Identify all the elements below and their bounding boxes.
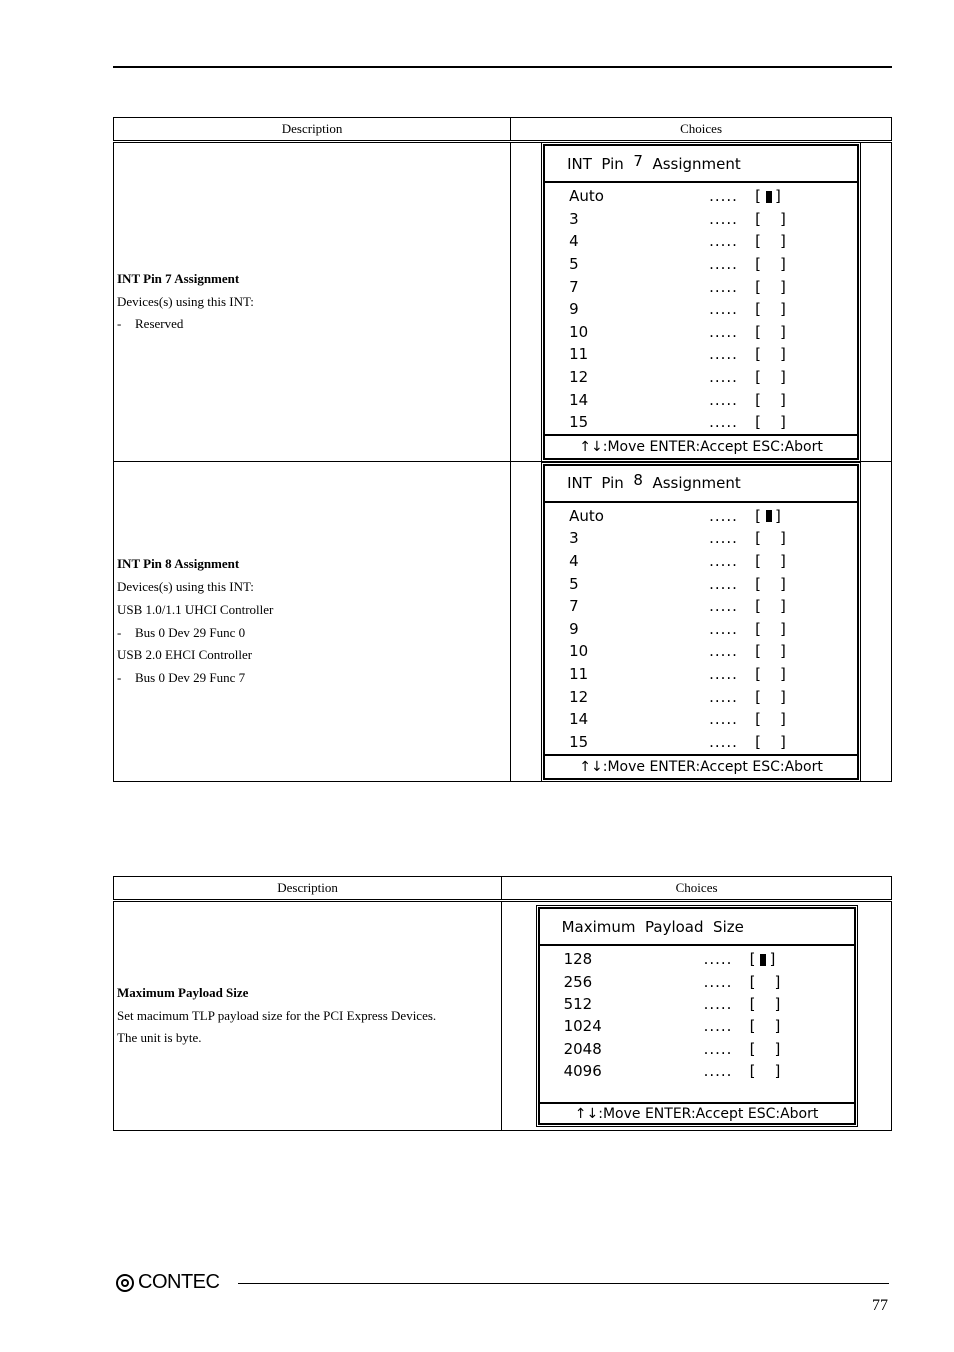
option-row[interactable] [545, 708, 857, 731]
option-value: 1024 [563, 1017, 602, 1036]
option-value: 11 [569, 664, 589, 683]
option-leader-dots: ..... [703, 1039, 733, 1058]
option-value: 10 [569, 322, 589, 341]
option-leader-dots: ..... [709, 390, 738, 409]
description-cell [114, 142, 511, 462]
description-line: USB 1.0/1.1 UHCI Controller [117, 601, 274, 617]
option-checkbox[interactable]: [ ] [749, 972, 781, 991]
option-leader-dots: ..... [703, 972, 733, 991]
option-leader-dots: ..... [709, 209, 738, 228]
option-row[interactable] [540, 1015, 854, 1037]
option-checkbox[interactable]: [ ] [755, 232, 786, 251]
selected-marker-icon [760, 954, 766, 966]
option-value: 15 [569, 732, 589, 751]
option-row[interactable] [545, 366, 857, 389]
option-row[interactable] [545, 185, 857, 208]
brand-name: CONTEC [138, 1271, 220, 1293]
dialog-title-text: Assignment [642, 154, 741, 173]
description-line: Devices(s) using this INT: [117, 578, 254, 594]
option-leader-dots: ..... [709, 506, 738, 525]
choices-cell [511, 142, 892, 462]
option-leader-dots: ..... [709, 368, 738, 387]
option-value: Auto [569, 506, 604, 525]
option-checkbox[interactable]: [ ] [755, 664, 786, 683]
option-row[interactable] [545, 253, 857, 276]
dialog-title-pin: 8 [633, 471, 643, 489]
option-value: Auto [569, 187, 604, 206]
setting-title: INT Pin 8 Assignment [117, 556, 240, 572]
option-leader-dots: ..... [709, 300, 738, 319]
option-row[interactable] [545, 208, 857, 231]
option-leader-dots: ..... [703, 1062, 733, 1081]
option-checkbox[interactable]: [ ] [755, 368, 786, 387]
table-row [114, 462, 892, 782]
dialog-title-text: Assignment [642, 474, 741, 492]
option-checkbox[interactable]: [ ] [755, 209, 786, 228]
option-row[interactable] [545, 388, 857, 411]
option-leader-dots: ..... [703, 1017, 733, 1036]
option-checkbox[interactable]: [ ] [755, 322, 786, 341]
contec-logo [116, 1271, 219, 1294]
option-value: 12 [569, 687, 589, 706]
option-row[interactable] [545, 640, 857, 663]
option-leader-dots: ..... [709, 413, 738, 432]
option-row[interactable] [545, 505, 857, 528]
table-header-row [114, 118, 892, 142]
option-value: 7 [569, 277, 579, 296]
option-checkbox[interactable]: [ ] [755, 300, 786, 319]
option-row[interactable] [545, 663, 857, 686]
option-value: 256 [563, 972, 593, 991]
option-value: 14 [569, 390, 589, 409]
option-leader-dots: ..... [709, 345, 738, 364]
option-value: 4 [569, 232, 579, 251]
description-cell [114, 901, 502, 1131]
option-row[interactable] [545, 275, 857, 298]
table-row [114, 142, 892, 462]
header-choices: Choices [502, 877, 892, 901]
option-leader-dots: ..... [709, 277, 738, 296]
option-checkbox[interactable]: [ ] [755, 277, 786, 296]
option-checkbox[interactable]: [ ] [755, 642, 786, 661]
option-checkbox[interactable]: [ ] [755, 574, 786, 593]
setting-title: Maximum Payload Size [117, 984, 249, 1000]
option-row[interactable] [545, 730, 857, 753]
option-leader-dots: ..... [709, 574, 738, 593]
option-checkbox[interactable]: [ ] [755, 413, 786, 432]
option-checkbox[interactable]: [ ] [755, 255, 786, 274]
option-checkbox[interactable]: [ ] [755, 551, 786, 570]
option-row[interactable] [545, 617, 857, 640]
option-row[interactable] [545, 595, 857, 618]
header-choices: Choices [511, 118, 892, 142]
option-value: 9 [569, 619, 579, 638]
description-line: Set macimum TLP payload size for the PCI Express Devices. [117, 1007, 437, 1023]
bios-option-dialog [538, 907, 856, 1125]
footer-rule [238, 1283, 889, 1284]
option-value: 10 [569, 642, 589, 661]
option-checkbox[interactable]: [ ] [755, 187, 781, 206]
option-leader-dots: ..... [709, 232, 738, 251]
dialog-title-text: Maximum Payload Size [561, 917, 744, 936]
option-value: 9 [569, 300, 579, 319]
option-checkbox[interactable]: [ ] [749, 950, 776, 969]
option-leader-dots: ..... [709, 551, 738, 570]
contec-logo-icon [116, 1274, 134, 1292]
option-value: 4096 [563, 1062, 602, 1081]
setting-title: INT Pin 7 Assignment [117, 270, 240, 286]
option-leader-dots: ..... [709, 597, 738, 616]
option-row[interactable] [545, 527, 857, 550]
choices-cell [502, 901, 892, 1131]
option-row[interactable] [545, 685, 857, 708]
option-checkbox[interactable]: [ ] [749, 1039, 781, 1058]
header-description: Description [114, 877, 502, 901]
table-row [114, 901, 892, 1131]
dialog-title-text: INT Pin [567, 474, 634, 492]
option-leader-dots: ..... [709, 664, 738, 683]
option-leader-dots: ..... [703, 950, 733, 969]
table-header-row [114, 877, 892, 901]
dialog-title [545, 146, 857, 183]
option-row[interactable] [540, 993, 854, 1015]
option-row[interactable] [540, 970, 854, 992]
dialog-footer-hint: ↑↓:Move ENTER:Accept ESC:Abort [540, 1102, 854, 1123]
page-number: 77 [872, 1297, 888, 1314]
bios-option-dialog [543, 464, 859, 780]
header-description: Description [114, 118, 511, 142]
description-cell [114, 462, 511, 782]
bios-option-dialog [543, 144, 859, 460]
description-line: The unit is byte. [117, 1030, 202, 1046]
option-checkbox[interactable]: [ ] [749, 994, 781, 1013]
option-list [540, 946, 854, 1102]
option-checkbox[interactable]: [ ] [749, 1062, 781, 1081]
option-value: 128 [563, 950, 593, 969]
dialog-title [540, 909, 854, 946]
dialog-footer-hint: ↑↓:Move ENTER:Accept ESC:Abort [545, 754, 857, 778]
option-value: 3 [569, 529, 579, 548]
description-line: USB 2.0 EHCI Controller [117, 647, 253, 663]
payload-size-table [113, 876, 892, 1131]
option-checkbox[interactable]: [ ] [755, 687, 786, 706]
dialog-title-pin: 7 [633, 151, 643, 170]
selected-marker-icon [766, 510, 772, 522]
option-checkbox[interactable]: [ ] [755, 390, 786, 409]
option-value: 4 [569, 551, 579, 570]
option-checkbox[interactable]: [ ] [755, 732, 786, 751]
dialog-title-text: INT Pin [567, 154, 634, 173]
option-checkbox[interactable]: [ ] [755, 597, 786, 616]
description-bullet: - Bus 0 Dev 29 Func 0 [117, 622, 510, 645]
option-leader-dots: ..... [709, 255, 738, 274]
option-row[interactable] [545, 230, 857, 253]
selected-marker-icon [766, 191, 772, 203]
dialog-title [545, 466, 857, 503]
option-leader-dots: ..... [709, 732, 738, 751]
description-line: Devices(s) using this INT: [117, 293, 254, 309]
option-row[interactable] [540, 1060, 854, 1082]
choices-cell [511, 462, 892, 782]
option-leader-dots: ..... [709, 187, 738, 206]
option-value: 5 [569, 574, 579, 593]
option-leader-dots: ..... [709, 619, 738, 638]
description-bullet: - Bus 0 Dev 29 Func 7 [117, 667, 510, 690]
description-bullet: - Reserved [117, 313, 510, 336]
option-checkbox[interactable]: [ ] [755, 619, 786, 638]
option-value: 15 [569, 413, 589, 432]
option-leader-dots: ..... [703, 994, 733, 1013]
option-value: 2048 [563, 1039, 602, 1058]
option-value: 14 [569, 710, 589, 729]
option-row[interactable] [545, 321, 857, 344]
option-checkbox[interactable]: [ ] [755, 506, 781, 525]
option-leader-dots: ..... [709, 710, 738, 729]
option-checkbox[interactable]: [ ] [755, 710, 786, 729]
option-value: 12 [569, 368, 589, 387]
option-checkbox[interactable]: [ ] [755, 529, 786, 548]
int-pin-table [113, 117, 892, 782]
option-value: 512 [563, 994, 593, 1013]
dialog-footer-hint: ↑↓:Move ENTER:Accept ESC:Abort [545, 434, 857, 458]
option-value: 5 [569, 255, 579, 274]
option-leader-dots: ..... [709, 322, 738, 341]
option-row[interactable] [545, 343, 857, 366]
option-list [545, 183, 857, 434]
option-leader-dots: ..... [709, 687, 738, 706]
top-rule [113, 66, 892, 68]
option-checkbox[interactable]: [ ] [749, 1017, 781, 1036]
option-row[interactable] [545, 298, 857, 321]
option-list [545, 503, 857, 754]
option-row[interactable] [540, 948, 854, 970]
option-row[interactable] [545, 572, 857, 595]
option-row[interactable] [545, 550, 857, 573]
option-checkbox[interactable]: [ ] [755, 345, 786, 364]
option-leader-dots: ..... [709, 642, 738, 661]
option-row[interactable] [540, 1038, 854, 1060]
option-value: 3 [569, 209, 579, 228]
option-value: 7 [569, 597, 579, 616]
option-row[interactable] [545, 411, 857, 434]
option-value: 11 [569, 345, 589, 364]
option-leader-dots: ..... [709, 529, 738, 548]
